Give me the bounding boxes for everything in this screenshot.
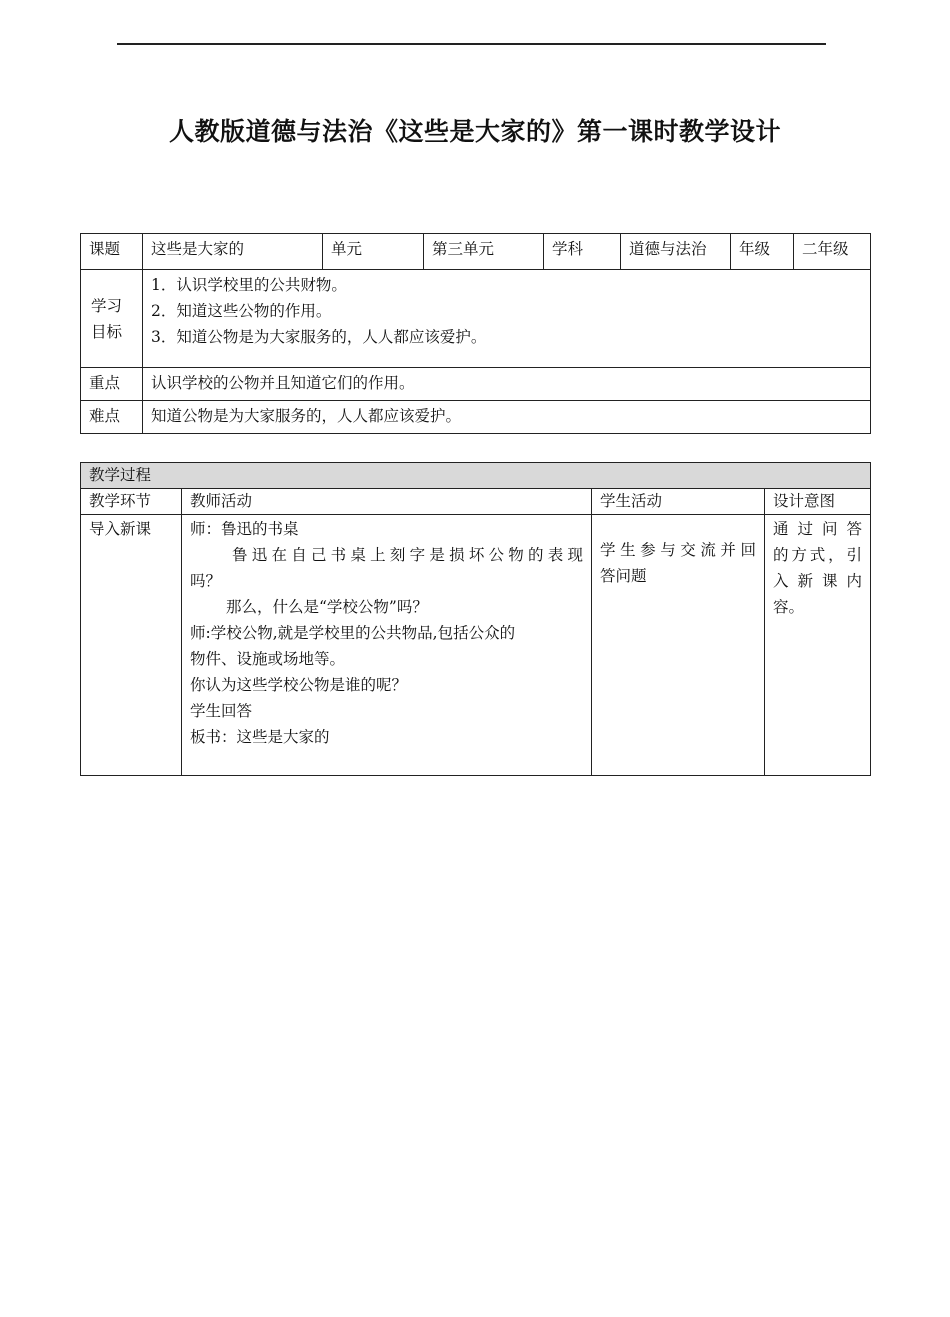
document-title: 人教版道德与法治《这些是大家的》第一课时教学设计: [168, 117, 781, 146]
difficulty-value: 知道公物是为大家服务的，人人都应该爱护。: [143, 401, 871, 434]
header-rule: [117, 43, 826, 45]
unit-value: 第三单元: [424, 234, 544, 270]
teacher-activity-cell: [182, 515, 592, 776]
goals-label: [81, 270, 143, 368]
intent-line: 的方式，引: [773, 546, 863, 564]
lesson-info-table: [80, 233, 871, 434]
stage-cell: 导入新课: [81, 515, 182, 776]
grade-value: 二年级: [794, 234, 871, 270]
student-activity-cell: [592, 515, 765, 776]
topic-label: 课题: [81, 234, 143, 270]
teacher-line: 鲁迅在自己书桌上刻字是损坏公物的表现: [232, 546, 583, 564]
subject-label: 学科: [544, 234, 621, 270]
key-label: 重点: [81, 368, 143, 401]
process-column-row: [81, 489, 871, 515]
teacher-line: 那么，什么是“学校公物”吗？: [226, 598, 428, 616]
teaching-process-table: [80, 462, 871, 776]
column-header-intent: 设计意图: [765, 489, 871, 515]
student-line: 学生参与交流并回: [600, 541, 756, 559]
goal-item: 2．知道这些公物的作用。: [151, 302, 332, 320]
intent-line: 通过问答: [773, 520, 863, 538]
teacher-line: 你认为这些学校公物是谁的呢？: [190, 676, 408, 694]
process-header: 教学过程: [81, 463, 871, 489]
goal-item: 1．认识学校里的公共财物。: [151, 276, 347, 294]
teacher-line: 学生回答: [190, 702, 253, 720]
goals-list: [143, 270, 871, 368]
info-row-goals: [81, 270, 871, 368]
column-header-student: 学生活动: [592, 489, 765, 515]
teacher-line: 吗？: [190, 572, 222, 590]
teacher-line: 板书：这些是大家的: [190, 728, 330, 746]
teacher-line: 物件、设施或场地等。: [190, 650, 346, 668]
column-header-stage: 教学环节: [81, 489, 182, 515]
process-header-row: [81, 463, 871, 489]
column-header-teacher: 教师活动: [182, 489, 592, 515]
goals-label-line: 目标: [91, 322, 123, 341]
key-value: 认识学校的公物并且知道它们的作用。: [143, 368, 871, 401]
table-row: [81, 515, 871, 776]
unit-label: 单元: [323, 234, 424, 270]
teacher-line: 师:学校公物,就是学校里的公共物品,包括公众的: [190, 624, 516, 642]
subject-value: 道德与法治: [621, 234, 731, 270]
goals-label-line: 学习: [91, 296, 123, 315]
goal-item: 3．知道公物是为大家服务的，人人都应该爱护。: [151, 328, 487, 346]
info-row-basic: [81, 234, 871, 270]
student-line: 答问题: [600, 567, 647, 585]
teacher-line: 师：鲁迅的书桌: [190, 520, 299, 538]
difficulty-label: 难点: [81, 401, 143, 434]
info-row-key: [81, 368, 871, 401]
design-intent-cell: [765, 515, 871, 776]
intent-line: 入新课内: [773, 572, 863, 590]
intent-line: 容。: [773, 598, 805, 616]
info-row-difficulty: [81, 401, 871, 434]
grade-label: 年级: [731, 234, 794, 270]
topic-value: 这些是大家的: [143, 234, 323, 270]
